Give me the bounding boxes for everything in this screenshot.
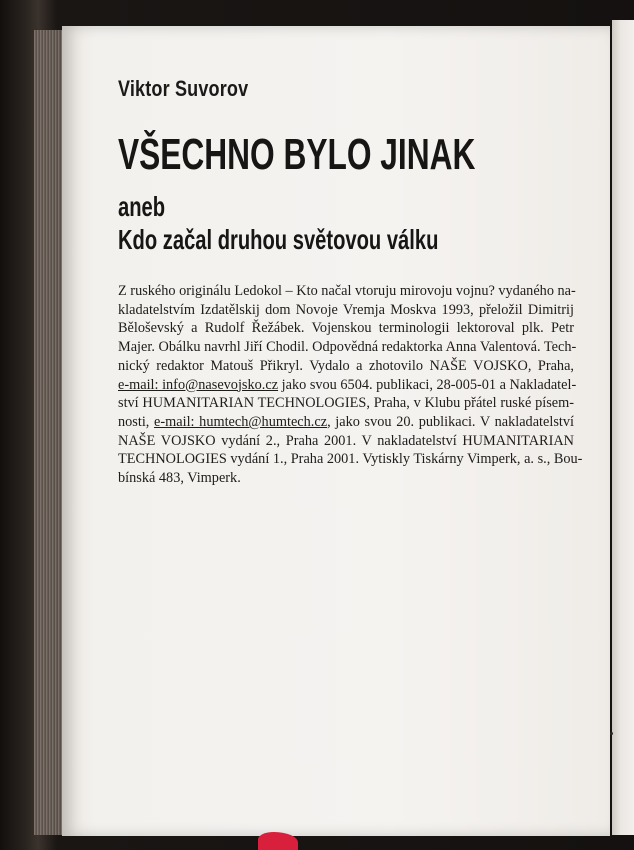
facing-page-edge bbox=[612, 20, 634, 835]
imprint-line-with-email bbox=[118, 413, 574, 432]
book-subtitle: Kdo začal druhou světovou válku bbox=[118, 224, 439, 255]
imprint-line: Běloševský a Rudolf Řežábek. Vojenskou terminologii lektoroval plk. Petr bbox=[118, 320, 574, 337]
paper-speck bbox=[610, 732, 613, 735]
publisher-email-link[interactable]: e-mail: info@nasevojsko.cz bbox=[118, 376, 279, 393]
imprint-line: Z ruského originálu Ledokol – Kto načal vtoruju mirovoju vojnu? vydaného na- bbox=[118, 283, 576, 299]
imprint-line: NAŠE VOJSKO vydání 2., Praha 2001. V nakladatelství HUMANITARIAN bbox=[118, 432, 574, 449]
title-conjunction: aneb bbox=[118, 191, 166, 222]
imprint-line: ství HUMANITARIAN TECHNOLOGIES, Praha, v Klubu přátel ruské písem- bbox=[118, 395, 574, 412]
imprint-line: Majer. Obálku navrhl Jiří Chodil. Odpovědná redaktorka Anna Valentová. Tech- bbox=[118, 339, 577, 356]
bookmark-ribbon bbox=[258, 832, 298, 850]
book-title: VŠECHNO BYLO JINAK bbox=[118, 130, 476, 179]
imprint-text: nosti, bbox=[118, 413, 155, 430]
imprint-line-with-email bbox=[118, 376, 577, 395]
imprint-text: jako svou 6504. publikaci, 28-005-01 a Nakladatel- bbox=[278, 376, 577, 393]
humtech-email-link[interactable]: e-mail: humtech@humtech.cz bbox=[154, 413, 328, 430]
page-stack-edges bbox=[34, 30, 64, 835]
author-name: Viktor Suvorov bbox=[118, 76, 249, 101]
imprint-line: TECHNOLOGIES vydání 1., Praha 2001. Vytiskly Tiskárny Vimperk, a. s., Bou- bbox=[118, 451, 583, 468]
imprint-paragraph bbox=[118, 282, 583, 488]
imprint-line: bínská 483, Vimperk. bbox=[118, 470, 241, 487]
imprint-line: nický redaktor Matouš Přikryl. Vydalo a zhotovilo NAŠE VOJSKO, Praha, bbox=[118, 357, 574, 374]
imprint-text: , jako svou 20. publikaci. V nakladatelství bbox=[327, 413, 574, 430]
imprint-line: kladatelstvím Izdatělskij dom Novoje Vremja Moskva 1993, přeložil Dimitrij bbox=[118, 301, 574, 318]
book-page bbox=[62, 26, 610, 836]
